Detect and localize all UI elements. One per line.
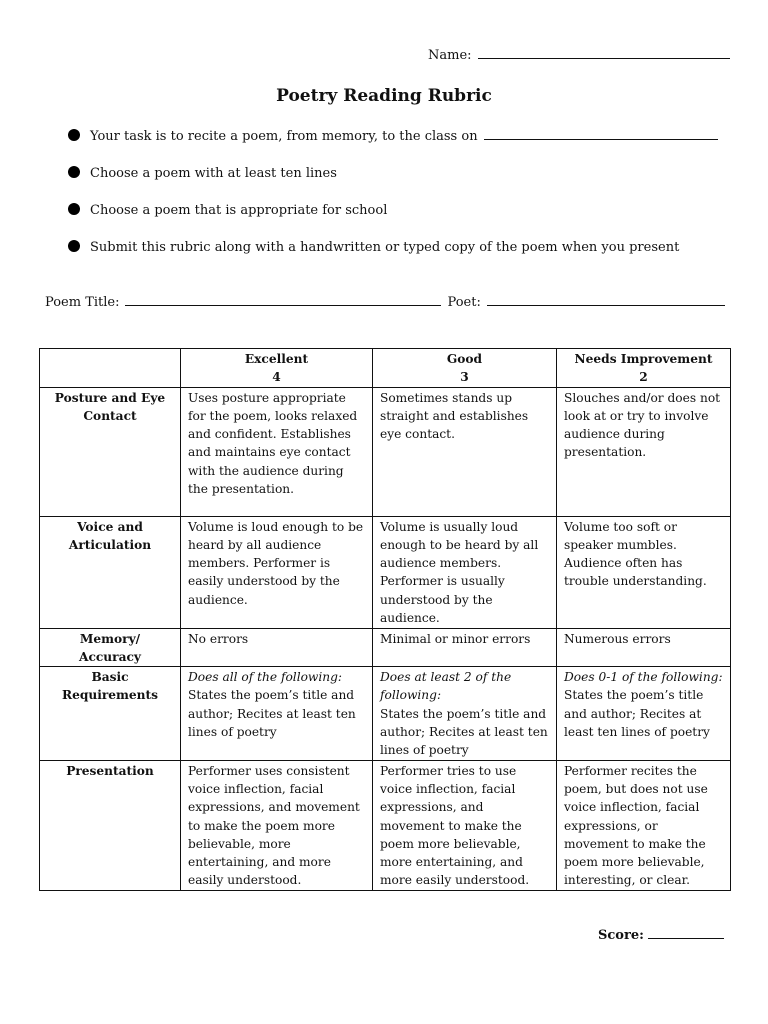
column-points: 2 bbox=[639, 370, 648, 385]
cell-text: States the poem’s title and author; Recites at least ten lines of poetry bbox=[564, 688, 710, 740]
header-cell-good bbox=[373, 349, 557, 388]
poet-label: Poet: bbox=[447, 295, 481, 310]
bullet-icon bbox=[68, 129, 80, 141]
score-label: Score: bbox=[598, 928, 644, 943]
column-label: Excellent bbox=[244, 352, 309, 366]
criterion-cell: Posture and Eye Contact bbox=[40, 387, 181, 516]
cell-lead-text: Does 0-1 of the following: bbox=[564, 670, 723, 685]
name-field bbox=[428, 48, 730, 63]
criterion-cell: Presentation bbox=[40, 760, 181, 890]
instruction-text: Choose a poem that is appropriate for school bbox=[90, 203, 388, 218]
bullet-icon bbox=[68, 240, 80, 252]
cell-lead-text: Does at least 2 of the following: bbox=[380, 670, 512, 703]
score-blank-line[interactable] bbox=[648, 937, 724, 939]
rubric-table bbox=[39, 348, 731, 891]
excellent-cell: Volume is loud enough to be heard by all audience members. Performer is easily understood by the audience. bbox=[181, 516, 373, 628]
instruction-item bbox=[68, 166, 337, 181]
good-cell: Sometimes stands up straight and establishes eye contact. bbox=[373, 387, 557, 516]
good-cell: Minimal or minor errors bbox=[373, 628, 557, 667]
instruction-text: Your task is to recite a poem, from memory, to the class on bbox=[90, 129, 478, 144]
column-label: Needs Improvement bbox=[574, 352, 713, 366]
poem-title-blank-line[interactable] bbox=[125, 304, 441, 306]
empty-header-cell bbox=[40, 349, 181, 388]
header-cell-needs-improvement bbox=[557, 349, 731, 388]
name-label: Name: bbox=[428, 48, 472, 63]
column-label: Good bbox=[446, 352, 483, 366]
bullet-icon bbox=[68, 203, 80, 215]
poem-title-label: Poem Title: bbox=[45, 295, 120, 310]
needs-improvement-cell: Slouches and/or does not look at or try to involve audience during presentation. bbox=[557, 387, 731, 516]
column-points: 4 bbox=[272, 370, 281, 385]
cell-text: States the poem’s title and author; Recites at least ten lines of poetry bbox=[188, 688, 356, 740]
table-row bbox=[40, 667, 731, 760]
excellent-cell: Uses posture appropriate for the poem, looks relaxed and confident. Establishes and maintains eye contact with the audience during the presentation. bbox=[181, 387, 373, 516]
poem-info-row bbox=[45, 295, 725, 310]
good-cell bbox=[373, 667, 557, 760]
needs-improvement-cell bbox=[557, 667, 731, 760]
cell-text: States the poem’s title and author; Recites at least ten lines of poetry bbox=[380, 706, 548, 758]
needs-improvement-cell: Performer recites the poem, but does not use voice inflection, facial expressions, or movement to make the poem more believable, interesting, or clear. bbox=[557, 760, 731, 890]
page-title: Poetry Reading Rubric bbox=[276, 86, 492, 106]
bullet-icon bbox=[68, 166, 80, 178]
name-blank-line[interactable] bbox=[478, 57, 730, 59]
score-field bbox=[598, 928, 724, 943]
good-cell: Performer tries to use voice inflection, facial expressions, and movement to make the poem more believable, more entertaining, and more easily understood. bbox=[373, 760, 557, 890]
table-row bbox=[40, 628, 731, 667]
instruction-item bbox=[68, 240, 679, 255]
instruction-item bbox=[68, 203, 387, 218]
column-points: 3 bbox=[460, 370, 469, 385]
header-cell-excellent bbox=[181, 349, 373, 388]
excellent-cell: Performer uses consistent voice inflection, facial expressions, and movement to make the poem more believable, more entertaining, and more easily understood. bbox=[181, 760, 373, 890]
criterion-cell: Basic Requirements bbox=[40, 667, 181, 760]
table-row bbox=[40, 516, 731, 628]
excellent-cell bbox=[181, 667, 373, 760]
instruction-text: Choose a poem with at least ten lines bbox=[90, 166, 337, 181]
table-row bbox=[40, 387, 731, 516]
excellent-cell: No errors bbox=[181, 628, 373, 667]
table-row bbox=[40, 760, 731, 890]
date-blank-line[interactable] bbox=[484, 138, 718, 140]
table-header-row bbox=[40, 349, 731, 388]
needs-improvement-cell: Numerous errors bbox=[557, 628, 731, 667]
cell-lead-text: Does all of the following: bbox=[188, 670, 343, 685]
criterion-cell: Memory/ Accuracy bbox=[40, 628, 181, 667]
instruction-item bbox=[68, 129, 718, 144]
good-cell: Volume is usually loud enough to be heard by all audience members. Performer is usually understood by the audience. bbox=[373, 516, 557, 628]
needs-improvement-cell: Volume too soft or speaker mumbles. Audience often has trouble understanding. bbox=[557, 516, 731, 628]
instruction-text: Submit this rubric along with a handwritten or typed copy of the poem when you present bbox=[90, 240, 680, 255]
criterion-cell: Voice and Articulation bbox=[40, 516, 181, 628]
poet-blank-line[interactable] bbox=[487, 304, 725, 306]
